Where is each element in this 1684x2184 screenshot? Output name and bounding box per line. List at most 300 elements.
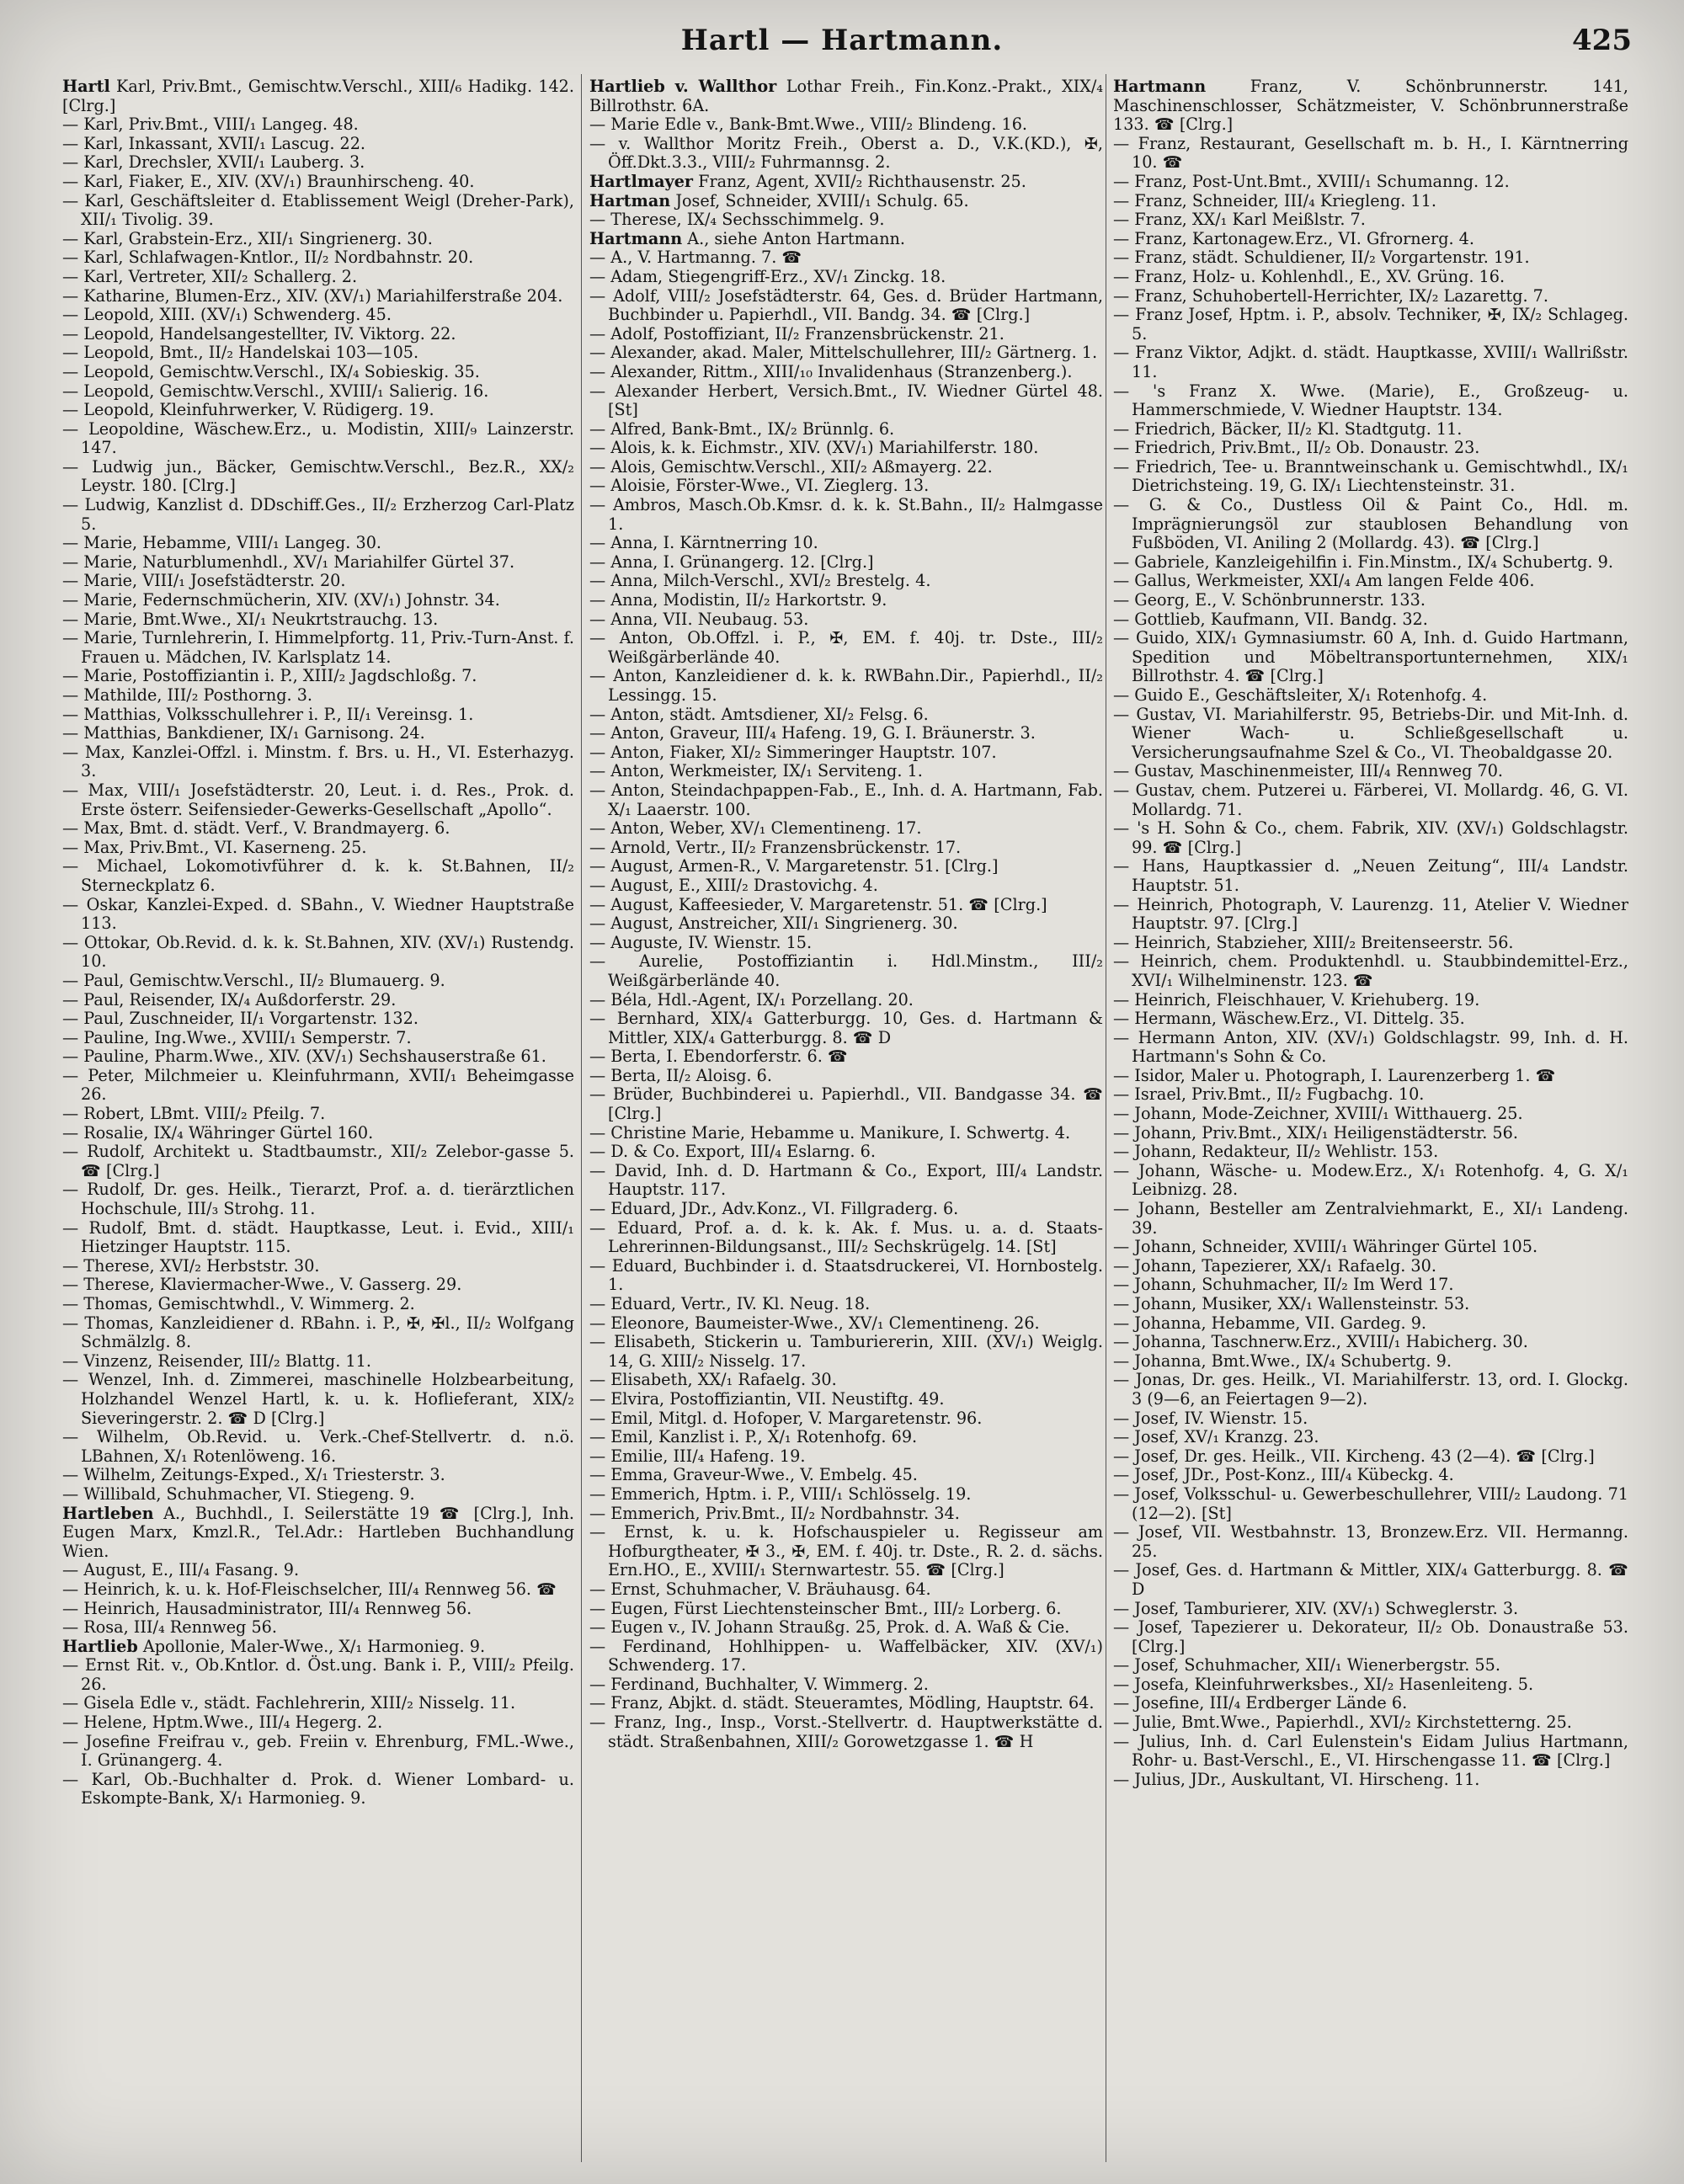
entry-text: — Anton, Fiaker, XI/₂ Simmeringer Hauptstr. 107. [589, 742, 997, 762]
entry-text: — Matthias, Bankdiener, IX/₁ Garnisong. 24. [62, 723, 425, 743]
entry-text: — Arnold, Vertr., II/₂ Franzensbrückenstr. 17. [589, 837, 962, 857]
directory-entry [1113, 1618, 1628, 1656]
entry-text: — Wenzel, Inh. d. Zimmerei, maschinelle Holzbearbeitung, Holzhandel Wenzel Hartl, k. u. k. Hoflieferant, XIX/₂ Sieveringerstr. 2. ☎ D [Clrg.] [62, 1370, 574, 1428]
entry-text: — Emma, Graveur-Wwe., V. Embelg. 45. [589, 1465, 918, 1485]
entry-text: — Marie, Naturblumenhdl., XV/₁ Mariahilfer Gürtel 37. [62, 551, 515, 572]
directory-entry [1113, 1085, 1628, 1105]
entry-text: — Anton, Steindachpappen-Fab., E., Inh. d. A. Hartmann, Fab. X/₁ Laaerstr. 100. [589, 780, 1103, 819]
column-2 [589, 77, 1103, 2165]
directory-entry [589, 115, 1103, 135]
directory-entry [589, 344, 1103, 363]
directory-entry [589, 420, 1103, 439]
entry-text: — 's Franz X. Wwe. (Marie), E., Großzeug- u. Hammerschmiede, V. Wiedner Hauptstr. 134. [1113, 381, 1628, 420]
entry-text: — Eugen, Fürst Liechtensteinscher Bmt., III/₂ Lorberg. 6. [589, 1598, 1062, 1618]
directory-entry [62, 401, 574, 420]
directory-entry [589, 629, 1103, 667]
directory-entry [62, 896, 574, 934]
entry-text: — Emmerich, Hptm. i. P., VIII/₁ Schlösselg. 19. [589, 1484, 972, 1504]
entry-text: — Franz, Holz- u. Kohlenhdl., E., XV. Grüng. 16. [1113, 266, 1505, 286]
directory-entry [589, 896, 1103, 915]
entry-text: — Franz, Restaurant, Gesellschaft m. b. H., I. Kärntnerring 10. ☎ [1113, 133, 1628, 173]
entry-text: — Rosa, III/₄ Rennweg 56. [62, 1617, 277, 1638]
entry-text: — Anna, I. Kärntnerring 10. [589, 533, 818, 553]
entry-text: — Johann, Priv.Bmt., XIX/₁ Heiligenstädterstr. 56. [1113, 1122, 1518, 1143]
directory-entry [62, 991, 574, 1010]
directory-entry [589, 1200, 1103, 1219]
entry-text: — Vinzenz, Reisender, III/₂ Blattg. 11. [62, 1350, 371, 1371]
directory-entry [62, 1713, 574, 1733]
entry-text: — Johanna, Bmt.Wwe., IX/₄ Schubertg. 9. [1113, 1350, 1452, 1371]
entry-text: A., Buchhdl., I. Seilerstätte 19 ☎ [Clrg.], Inh. Eugen Marx, Kmzl.R., Tel.Adr.: Hartleben Buchhandlung Wien. [62, 1503, 574, 1561]
entry-text: — Wilhelm, Ob.Revid. u. Verk.-Chef-Stellvertr. d. n.ö. LBahnen, X/₁ Rotenlöweng. 16. [62, 1427, 574, 1466]
entry-text: — August, Kaffeesieder, V. Margaretenstr. 51. ☎ [Clrg.] [589, 894, 1047, 914]
entry-text: — Jonas, Dr. ges. Heilk., VI. Mariahilferstr. 13, ord. I. Glockg. 3 (9—6, an Feiertagen 9—2). [1113, 1370, 1628, 1409]
entry-text: — Brüder, Buchbinderei u. Papierhdl., VII. Bandgasse 34. ☎ [Clrg.] [589, 1084, 1103, 1124]
entry-text: — Heinrich, Hausadministrator, III/₄ Rennweg 56. [62, 1598, 472, 1618]
entry-text: — Johann, Redakteur, II/₂ Wehlistr. 153. [1113, 1142, 1439, 1162]
directory-entry [589, 1694, 1103, 1713]
entry-text: — Marie, Turnlehrerin, I. Himmelpfortg. 11, Priv.-Turn-Anst. f. Frauen u. Mädchen, IV. Karlsplatz 14. [62, 628, 574, 667]
entry-text: — Eduard, Vertr., IV. Kl. Neug. 18. [589, 1294, 871, 1313]
directory-entry [62, 724, 574, 743]
directory-entry [589, 1162, 1103, 1200]
directory-entry [62, 248, 574, 268]
entry-text: — Johanna, Taschnerw.Erz., XVIII/₁ Habicherg. 30. [1113, 1332, 1528, 1352]
entry-text: — Gallus, Werkmeister, XXI/₄ Am langen Felde 406. [1113, 571, 1535, 591]
directory-entry [589, 248, 1103, 268]
directory-entry [589, 534, 1103, 553]
entry-text: — Josef, JDr., Post-Konz., III/₄ Kübeckg. 4. [1113, 1465, 1454, 1485]
entry-text: — Marie, VIII/₁ Josefstädterstr. 20. [62, 571, 346, 591]
directory-entry [1113, 1124, 1628, 1143]
entry-text: — Ernst, Schuhmacher, V. Bräuhausg. 64. [589, 1579, 931, 1599]
entry-text: — Leopold, Gemischtw.Verschl., XVIII/₁ Salierig. 16. [62, 381, 489, 401]
entry-text: — Max, Priv.Bmt., VI. Kaserneng. 25. [62, 837, 367, 857]
directory-entry [62, 496, 574, 534]
entry-text: — Gabriele, Kanzleigehilfin i. Fin.Minstm., IX/₄ Schubertg. 9. [1113, 551, 1613, 572]
directory-entry [589, 1257, 1103, 1295]
directory-entry [1113, 420, 1628, 439]
entry-text: — Friedrich, Tee- u. Branntweinschank u. Gemischtwhdl., IX/₁ Dietrichsteing. 19, G. IX/₁ Liechtensteinstr. 31. [1113, 456, 1628, 496]
entry-text: — Georg, E., V. Schönbrunnerstr. 133. [1113, 590, 1426, 610]
entry-text: — Isidor, Maler u. Photograph, I. Laurenzerberg 1. ☎ [1113, 1065, 1556, 1085]
entry-text: — Paul, Gemischtw.Verschl., II/₂ Blumauerg. 9. [62, 970, 445, 990]
directory-entry [589, 610, 1103, 630]
entry-text: — Franz Josef, Hptm. i. P., absolv. Techniker, ✠, IX/₂ Schlageg. 5. [1113, 305, 1628, 344]
directory-entry [62, 1314, 574, 1352]
surname-entry [589, 77, 1103, 115]
entry-text: — Friedrich, Priv.Bmt., II/₂ Ob. Donaustr. 23. [1113, 438, 1480, 458]
entry-text: — Franz, Schneider, III/₄ Kriegleng. 11. [1113, 190, 1436, 210]
directory-entry [1113, 1771, 1628, 1790]
directory-entry [589, 363, 1103, 382]
directory-entry [1113, 952, 1628, 990]
entry-text: — Eduard, Prof. a. d. k. k. Ak. f. Mus. u. a. d. Staats-Lehrerinnen-Bildungsanst., III/₂ Sechskrügelg. 14. [St] [589, 1217, 1103, 1257]
entry-text: — David, Inh. d. D. Hartmann & Co., Export, III/₄ Landstr. Hauptstr. 117. [589, 1160, 1103, 1200]
entry-text: — Ludwig, Kanzlist d. DDschiff.Ges., II/₂ Erzherzog Carl-Platz 5. [62, 495, 574, 534]
directory-entry [589, 819, 1103, 839]
directory-entry [1113, 857, 1628, 895]
directory-entry [1113, 230, 1628, 249]
directory-entry [1113, 287, 1628, 306]
entry-text: — Leopold, XIII. (XV/₁) Schwenderg. 45. [62, 305, 392, 325]
entry-text: — Alexander, akad. Maler, Mittelschullehrer, III/₂ Gärtnerg. 1. [589, 343, 1098, 363]
entry-text: — Julius, JDr., Auskultant, VI. Hirscheng. 11. [1113, 1769, 1480, 1789]
entry-text: — Hans, Hauptkassier d. „Neuen Zeitung“, III/₄ Landstr. Hauptstr. 51. [1113, 856, 1628, 895]
directory-entry [589, 1314, 1103, 1334]
entry-text: — Paul, Zuschneider, II/₁ Vorgartenstr. 132. [62, 1009, 418, 1029]
entry-text: — Josefine Freifrau v., geb. Freiin v. Ehrenburg, FML.-Wwe., I. Grünangerg. 4. [62, 1731, 574, 1771]
directory-entry [589, 135, 1103, 173]
directory-entry [62, 1771, 574, 1808]
directory-entry [589, 1447, 1103, 1467]
entry-text: — Karl, Inkassant, XVII/₁ Lascug. 22. [62, 133, 366, 153]
entry-text: — Therese, Klaviermacher-Wwe., V. Gasserg. 29. [62, 1275, 462, 1295]
directory-entry [62, 325, 574, 344]
entry-text: — Anton, Werkmeister, IX/₁ Serviteng. 1. [589, 761, 923, 781]
directory-entry [1113, 1143, 1628, 1162]
entry-text: — Robert, LBmt. VIII/₂ Pfeilg. 7. [62, 1104, 326, 1124]
directory-entry [589, 1618, 1103, 1638]
entry-text: — Heinrich, Stabzieher, XIII/₂ Breitenseerstr. 56. [1113, 932, 1514, 952]
directory-entry [589, 1333, 1103, 1371]
directory-entry [1113, 706, 1628, 763]
directory-entry [62, 819, 574, 839]
entry-text: — Marie, Hebamme, VIII/₁ Langeg. 30. [62, 533, 382, 553]
entry-text: — Ottokar, Ob.Revid. d. k. k. St.Bahnen, XIV. (XV/₁) Rustendg. 10. [62, 932, 574, 972]
directory-entry [62, 667, 574, 686]
directory-entry [589, 287, 1103, 325]
directory-entry [62, 706, 574, 725]
directory-entry [1113, 173, 1628, 192]
column-3 [1113, 77, 1628, 2165]
entry-text: — Heinrich, k. u. k. Hof-Fleischselcher, III/₄ Rennweg 56. ☎ [62, 1579, 557, 1599]
entry-text: — D. & Co. Export, III/₄ Eslarng. 6. [589, 1142, 876, 1162]
entry-text: — Franz Viktor, Adjkt. d. städt. Hauptkasse, XVIII/₁ Wallrißstr. 11. [1113, 343, 1628, 381]
entry-text: — Alois, Gemischtw.Verschl., XII/₂ Aßmayerg. 22. [589, 456, 993, 477]
directory-entry [1113, 610, 1628, 630]
entry-text: — Karl, Priv.Bmt., VIII/₁ Langeg. 48. [62, 115, 359, 135]
entry-text: — Mathilde, III/₂ Posthorng. 3. [62, 685, 313, 705]
directory-entry [62, 268, 574, 287]
directory-entry [62, 1219, 574, 1257]
entry-text: — Karl, Ob.-Buchhalter d. Prok. d. Wiener Lombard- u. Eskompte-Bank, X/₁ Harmonieg. 9. [62, 1769, 574, 1808]
directory-entry [589, 268, 1103, 287]
directory-entry [1113, 1409, 1628, 1429]
directory-entry [62, 857, 574, 895]
directory-entry [1113, 1333, 1628, 1352]
entry-text: Apollonie, Maler-Wwe., X/₁ Harmonieg. 9. [137, 1636, 486, 1656]
entry-text: — Pauline, Pharm.Wwe., XIV. (XV/₁) Sechshauserstraße 61. [62, 1047, 546, 1067]
directory-entry [1113, 1733, 1628, 1771]
entry-text: — Ferdinand, Hohlhippen- u. Waffelbäcker, XIV. (XV/₁) Schwenderg. 17. [589, 1636, 1103, 1675]
entry-text: — Matthias, Volksschullehrer i. P., II/₁ Vereinsg. 1. [62, 704, 474, 724]
entry-text: — Anna, VII. Neubaug. 53. [589, 609, 809, 629]
directory-entry [589, 1466, 1103, 1485]
surname-entry [589, 173, 1103, 192]
directory-entry [589, 1638, 1103, 1675]
entry-text: — Josef, XV/₁ Kranzg. 23. [1113, 1427, 1319, 1447]
directory-entry [589, 1485, 1103, 1505]
directory-entry [62, 192, 574, 230]
page-number: 425 [1572, 24, 1632, 57]
directory-entry [1113, 1656, 1628, 1675]
entry-text: — Aurelie, Postoffiziantin i. Hdl.Minstm., III/₂ Weißgärberlände 40. [589, 951, 1103, 990]
entry-text: — Josef, Tamburierer, XIV. (XV/₁) Schweglerstr. 3. [1113, 1598, 1519, 1618]
directory-entry [589, 1523, 1103, 1580]
directory-entry [1113, 1200, 1628, 1238]
entry-text: — Ferdinand, Buchhalter, V. Wimmerg. 2. [589, 1674, 929, 1694]
directory-entry [589, 572, 1103, 591]
directory-entry [1113, 344, 1628, 381]
entry-text: — Heinrich, chem. Produktenhdl. u. Staubbindemittel-Erz., XVI/₁ Wilhelminenstr. 123. ☎ [1113, 951, 1628, 990]
entry-text: — Karl, Geschäftsleiter d. Etablissement Weigl (Dreher-Park), XII/₁ Tivolig. 39. [62, 190, 574, 230]
entry-text: — Ludwig jun., Bäcker, Gemischtw.Verschl., Bez.R., XX/₂ Leystr. 180. [Clrg.] [62, 456, 574, 496]
entry-text: — Therese, XVI/₂ Herbststr. 30. [62, 1255, 320, 1276]
entry-text: — Marie, Federnschmücherin, XIV. (XV/₁) Johnstr. 34. [62, 590, 500, 610]
directory-entry [589, 724, 1103, 743]
entry-text: — Aloisie, Förster-Wwe., VI. Zieglerg. 13. [589, 476, 930, 496]
directory-entry [589, 876, 1103, 896]
entry-text: — Franz, Kartonagew.Erz., VI. Gfrornerg. 4. [1113, 228, 1474, 248]
directory-entry [1113, 991, 1628, 1010]
entry-text: — Johanna, Hebamme, VII. Gardeg. 9. [1113, 1313, 1427, 1333]
entry-text: — Eleonore, Baumeister-Wwe., XV/₁ Clementineng. 26. [589, 1313, 1040, 1333]
entry-text: — Pauline, Ing.Wwe., XVIII/₁ Semperstr. 7. [62, 1027, 412, 1047]
entry-text: — Anton, Graveur, III/₄ Hafeng. 19, G. I. Bräunerstr. 3. [589, 723, 1036, 743]
surname-heading: Hartlmayer [589, 171, 694, 191]
entry-text: — Josef, Volksschul- u. Gewerbeschullehrer, VIII/₂ Laudong. 71 (12—2). [St] [1113, 1484, 1628, 1523]
entry-text: — Emil, Mitgl. d. Hofoper, V. Margaretenstr. 96. [589, 1408, 983, 1428]
entry-text: — Rudolf, Architekt u. Stadtbaumstr., XII/₂ Zelebor-gasse 5. ☎ [Clrg.] [62, 1142, 574, 1180]
directory-entry [62, 1352, 574, 1372]
directory-entry [589, 1124, 1103, 1143]
entry-text: — Johann, Musiker, XX/₁ Wallensteinstr. 53. [1113, 1294, 1470, 1313]
entry-text: — Anton, Kanzleidiener d. k. k. RWBahn.Dir., Papierhdl., II/₂ Lessingg. 15. [589, 666, 1103, 705]
entry-text: — Johann, Schneider, XVIII/₁ Währinger Gürtel 105. [1113, 1237, 1538, 1257]
entry-text: — Franz, Post-Unt.Bmt., XVIII/₁ Schumanng. 12. [1113, 171, 1510, 191]
directory-entry [62, 1733, 574, 1771]
entry-text: — Anton, Weber, XV/₁ Clementineng. 17. [589, 818, 922, 839]
directory-entry [589, 857, 1103, 876]
directory-entry [589, 743, 1103, 763]
entry-text: — Marie, Bmt.Wwe., XI/₁ Neukrtstrauchg. 13. [62, 609, 439, 629]
directory-entry [62, 934, 574, 972]
directory-entry [1113, 686, 1628, 706]
column-1 [62, 77, 574, 2165]
directory-entry [62, 153, 574, 173]
surname-heading: Hartleben [62, 1503, 154, 1523]
directory-entry [62, 686, 574, 706]
directory-entry [1113, 591, 1628, 610]
directory-entry [62, 591, 574, 610]
entry-text: Franz, V. Schönbrunnerstr. 141, Maschinenschlosser, Schätzmeister, V. Schönbrunnerstraße 133. ☎ [Clrg.] [1113, 77, 1628, 135]
entry-text: — Emilie, III/₄ Hafeng. 19. [589, 1446, 806, 1466]
directory-entry [62, 1180, 574, 1218]
directory-entry [1113, 1314, 1628, 1334]
directory-entry [589, 1409, 1103, 1429]
directory-entry [1113, 1371, 1628, 1409]
entry-text: — Julie, Bmt.Wwe., Papierhdl., XVI/₂ Kirchstetterng. 25. [1113, 1713, 1572, 1733]
directory-entry [62, 1561, 574, 1580]
directory-entry [1113, 1162, 1628, 1200]
entry-text: — Gustav, chem. Putzerei u. Färberei, VI. Mollardg. 46, G. VI. Mollardg. 71. [1113, 780, 1628, 819]
entry-text: — Thomas, Kanzleidiener d. RBahn. i. P., ✠, ✠l., II/₂ Wolfgang Schmälzlg. 8. [62, 1313, 574, 1352]
entry-text: — Elisabeth, XX/₁ Rafaelg. 30. [589, 1370, 837, 1390]
directory-entry [589, 591, 1103, 610]
entry-text: — Max, VIII/₁ Josefstädterstr. 20, Leut. i. d. Res., Prok. d. Erste österr. Seifensieder-Gewerks-Gesellschaft „Apollo“. [62, 780, 574, 819]
entry-text: — Karl, Grabstein-Erz., XII/₁ Singrienerg. 30. [62, 228, 433, 248]
entry-text: — August, Anstreicher, XII/₁ Singrienerg. 30. [589, 914, 958, 934]
entry-text: — Eduard, Buchbinder i. d. Staatsdruckerei, VI. Hornbostelg. 1. [589, 1255, 1103, 1295]
entry-text: — Josefa, Kleinfuhrwerksbes., XI/₂ Hasenleiteng. 5. [1113, 1674, 1534, 1694]
directory-entry [62, 135, 574, 154]
directory-entry [589, 781, 1103, 819]
entry-text: — Josef, Dr. ges. Heilk., VII. Kircheng. 43 (2—4). ☎ [Clrg.] [1113, 1446, 1595, 1466]
entry-text: — Israel, Priv.Bmt., II/₂ Fugbachg. 10. [1113, 1084, 1425, 1105]
page-header [0, 15, 1684, 66]
entry-text: — Ambros, Masch.Ob.Kmsr. d. k. k. St.Bahn., II/₂ Halmgasse 1. [589, 495, 1103, 534]
entry-text: — Peter, Milchmeier u. Kleinfuhrmann, XVII/₁ Beheimgasse 26. [62, 1065, 574, 1105]
entry-text: — Josefine, III/₄ Erdberger Lände 6. [1113, 1693, 1408, 1713]
entry-text: — Johann, Wäsche- u. Modew.Erz., X/₁ Rotenhofg. 4, G. X/₁ Leibnizg. 28. [1113, 1160, 1628, 1200]
entry-text: — Heinrich, Photograph, V. Laurenzg. 11, Atelier V. Wiedner Hauptstr. 97. [Clrg.] [1113, 894, 1628, 934]
directory-entry [1113, 135, 1628, 173]
directory-entry [589, 1047, 1103, 1067]
entry-text: — Helene, Hptm.Wwe., III/₄ Hegerg. 2. [62, 1713, 383, 1733]
entry-text: — Karl, Vertreter, XII/₂ Schallerg. 2. [62, 266, 358, 286]
entry-text: — Paul, Reisender, IX/₄ Außdorferstr. 29. [62, 989, 397, 1009]
directory-entry [589, 839, 1103, 858]
entry-text: — Rosalie, IX/₄ Währinger Gürtel 160. [62, 1122, 374, 1143]
directory-entry [1113, 1447, 1628, 1467]
directory-entry [62, 1029, 574, 1048]
directory-entry [1113, 1105, 1628, 1124]
directory-entry [1113, 496, 1628, 553]
directory-entry [1113, 781, 1628, 819]
directory-entry [1113, 248, 1628, 268]
entry-text: — Karl, Schlafwagen-Kntlor., II/₂ Nordbahnstr. 20. [62, 248, 474, 268]
directory-entry [589, 934, 1103, 953]
directory-entry [1113, 1561, 1628, 1599]
directory-entry [589, 477, 1103, 496]
directory-entry [1113, 1029, 1628, 1067]
entry-text: Karl, Priv.Bmt., Gemischtw.Verschl., XIII/₆ Hadikg. 142. [Clrg.] [62, 77, 574, 115]
entry-text: — Guido E., Geschäftsleiter, X/₁ Rotenhofg. 4. [1113, 685, 1488, 705]
directory-entry [1113, 819, 1628, 857]
entry-text: — Josef, Tapezierer u. Dekorateur, II/₂ Ob. Donaustraße 53. [Clrg.] [1113, 1617, 1628, 1656]
directory-entry [62, 781, 574, 819]
directory-entry [1113, 1238, 1628, 1257]
entry-text: — Marie, Postoffiziantin i. P., XIII/₂ Jagdschloßg. 7. [62, 666, 477, 686]
surname-heading: Hartmann [589, 228, 683, 248]
directory-entry [589, 762, 1103, 781]
entry-text: — Guido, XIX/₁ Gymnasiumstr. 60 A, Inh. d. Guido Hartmann, Spedition und Möbeltransportunternehmen, XIX/₁ Billrothstr. 4. ☎ [Clrg.] [1113, 628, 1628, 686]
directory-entry [1113, 896, 1628, 934]
directory-entry [62, 553, 574, 573]
entry-text: — Gisela Edle v., städt. Fachlehrerin, XIII/₂ Nisselg. 11. [62, 1693, 516, 1713]
running-title: Hartl — Hartmann. [680, 24, 1004, 57]
entry-text: — Emil, Kanzlist i. P., X/₁ Rotenhofg. 69. [589, 1427, 918, 1447]
entry-text: — Alexander, Rittm., XIII/₁₀ Invalidenhaus (Stranzenberg.). [589, 361, 1073, 381]
entry-text: — Anton, städt. Amtsdiener, XI/₂ Felsg. 6. [589, 704, 929, 724]
directory-entry [589, 439, 1103, 458]
directory-entry [1113, 1257, 1628, 1276]
directory-entry [62, 173, 574, 192]
directory-entry [1113, 1713, 1628, 1733]
entry-text: — Leopold, Bmt., II/₂ Handelskai 103—105. [62, 343, 419, 363]
entry-text: — Emmerich, Priv.Bmt., II/₂ Nordbahnstr. 34. [589, 1503, 960, 1523]
entry-text: — Adolf, VIII/₂ Josefstädterstr. 64, Ges. d. Brüder Hartmann, Buchbinder u. Papierhdl., VII. Bandg. 34. ☎ [Clrg.] [589, 285, 1103, 325]
entry-text: — Franz, Abjkt. d. städt. Steueramtes, Mödling, Hauptstr. 64. [589, 1693, 1095, 1713]
entry-text: — Elvira, Postoffiziantin, VII. Neustiftg. 49. [589, 1388, 945, 1409]
directory-entry [589, 1390, 1103, 1409]
entry-text: — Rudolf, Dr. ges. Heilk., Tierarzt, Prof. a. d. tierärztlichen Hochschule, III/₃ Strohg. 11. [62, 1180, 574, 1219]
entry-text: — Heinrich, Fleischhauer, V. Kriehuberg. 19. [1113, 989, 1480, 1009]
entry-text: — Therese, IX/₄ Sechsschimmelg. 9. [589, 210, 885, 230]
directory-entry [1113, 1694, 1628, 1713]
entry-text: — Franz, Schuhobertell-Herrichter, IX/₂ Lazarettg. 7. [1113, 285, 1548, 306]
directory-entry [589, 952, 1103, 990]
directory-entry [62, 1466, 574, 1485]
entry-text: — Eugen v., IV. Johann Straußg. 25, Prok. d. A. Waß & Cie. [589, 1617, 1070, 1638]
entry-text: Josef, Schneider, XVIII/₁ Schulg. 65. [670, 190, 969, 210]
entry-text: — Béla, Hdl.-Agent, IX/₁ Porzellang. 20. [589, 989, 914, 1009]
surname-heading: Hartmann [1113, 77, 1207, 96]
entry-text: — Anna, Modistin, II/₂ Harkortstr. 9. [589, 590, 887, 610]
entry-text: — Josef, Schuhmacher, XII/₁ Wienerbergstr. 55. [1113, 1655, 1500, 1675]
surname-entry [62, 1638, 574, 1657]
entry-text: — v. Wallthor Moritz Freih., Oberst a. D., V.K.(KD.), ✠, Öff.Dkt.3.3., VIII/₂ Fuhrmannsg. 2. [589, 133, 1103, 173]
directory-entry [1113, 553, 1628, 573]
directory-entry [1113, 439, 1628, 458]
entry-text: Franz, Agent, XVII/₂ Richthausenstr. 25. [693, 171, 1026, 191]
entry-text: — Bernhard, XIX/₄ Gatterburgg. 10, Ges. d. Hartmann & Mittler, XIX/₄ Gatterburgg. 8. ☎ D [589, 1009, 1103, 1047]
entry-text: — Johann, Schuhmacher, II/₂ Im Werd 17. [1113, 1275, 1454, 1295]
entry-text: — August, E., III/₄ Fasang. 9. [62, 1560, 300, 1580]
entry-text: — 's H. Sohn & Co., chem. Fabrik, XIV. (XV/₁) Goldschlagstr. 99. ☎ [Clrg.] [1113, 818, 1628, 857]
entry-text: — Marie Edle v., Bank-Bmt.Wwe., VIII/₂ Blindeng. 16. [589, 115, 1028, 135]
directory-entry [62, 458, 574, 496]
directory-entry [589, 1505, 1103, 1524]
entry-text: — Franz, städt. Schuldiener, II/₂ Vorgartenstr. 191. [1113, 248, 1530, 268]
entry-text: — Ernst, k. u. k. Hofschauspieler u. Regisseur am Hofburgtheater, ✠ 3., ✠, EM. f. 40j. tr. Dste., R. 2. d. sächs. Ern.HO., E., XVIII/₁ Sternwartestr. 55. ☎ [Clrg.] [589, 1522, 1103, 1580]
directory-entry [62, 743, 574, 781]
directory-entry [589, 1219, 1103, 1257]
entry-text: — Johann, Besteller am Zentralviehmarkt, E., XI/₁ Landeng. 39. [1113, 1199, 1628, 1238]
surname-entry [589, 192, 1103, 211]
directory-entry [589, 1085, 1103, 1123]
directory-entry [62, 1580, 574, 1600]
directory-entry [62, 1009, 574, 1029]
directory-entry [1113, 306, 1628, 344]
directory-entry [589, 210, 1103, 230]
directory-entry [1113, 1428, 1628, 1447]
directory-entry [589, 1371, 1103, 1390]
surname-entry [1113, 77, 1628, 135]
entry-text: — Karl, Fiaker, E., XIV. (XV/₁) Braunhirscheng. 40. [62, 171, 475, 191]
directory-entry [589, 1143, 1103, 1162]
directory-entry [589, 458, 1103, 477]
directory-entry [62, 382, 574, 402]
entry-text: A., siehe Anton Hartmann. [682, 228, 906, 248]
directory-entry [62, 1618, 574, 1638]
entry-text: — Friedrich, Bäcker, II/₂ Kl. Stadtgutg. 11. [1113, 418, 1463, 439]
surname-heading: Hartlieb [62, 1636, 138, 1656]
directory-entry [62, 1600, 574, 1619]
directory-entry [1113, 1276, 1628, 1295]
directory-entry [62, 363, 574, 382]
